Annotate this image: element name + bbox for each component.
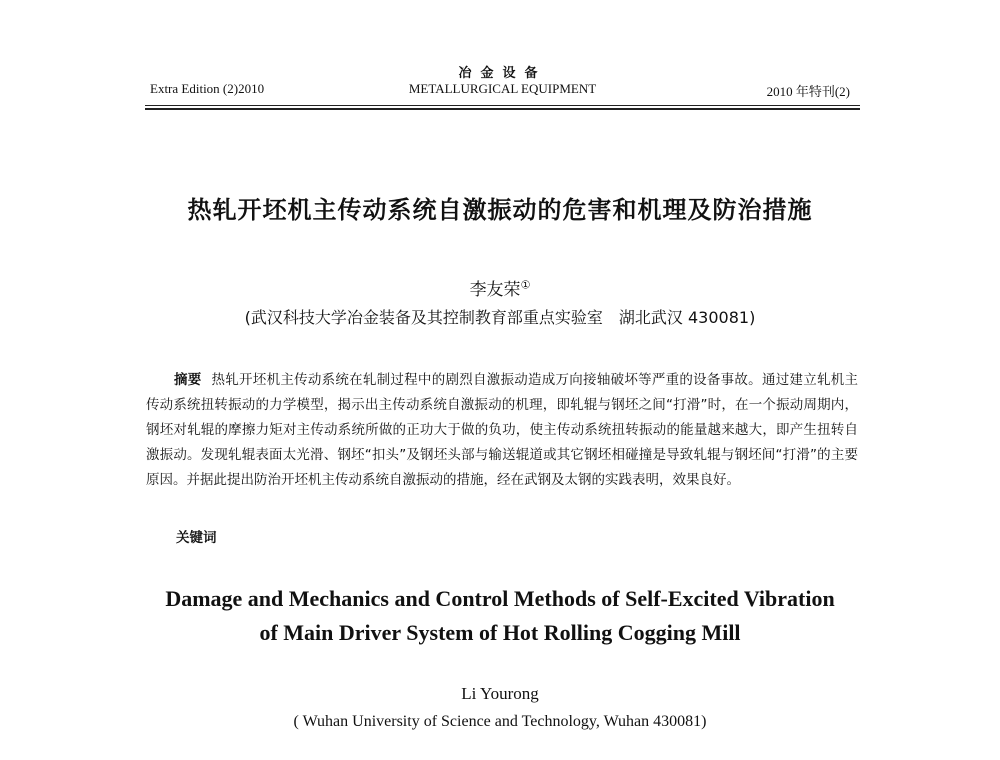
paper-title-en-line2: of Main Driver System of Hot Rolling Cogging Mill bbox=[259, 620, 741, 645]
keywords-label: 关键词 bbox=[176, 530, 217, 546]
page-header bbox=[145, 62, 860, 106]
journal-name-en: METALLURGICAL EQUIPMENT bbox=[408, 81, 597, 96]
author-footnote-mark: ① bbox=[520, 278, 531, 292]
author-name-cn: 李友荣 bbox=[469, 280, 521, 300]
author-cn bbox=[0, 275, 1000, 300]
header-rule-thin bbox=[145, 105, 860, 106]
edition-right: 2010 年特刊(2) bbox=[766, 84, 850, 99]
paper-title-en bbox=[0, 582, 1000, 650]
paper-title-en-line1: Damage and Mechanics and Control Methods of Self-Excited Vibration bbox=[165, 586, 835, 611]
abstract-text: 热轧开坯机主传动系统在轧制过程中的剧烈自激振动造成万向接轴破坏等严重的设备事故。通过建立轧机主传动系统扭转振动的力学模型，揭示出主传动系统自激振动的机理，即轧辊与钢坯之间“打滑”时，在一个振动周期内，钢坯对轧辊的摩擦力矩对主传动系统所做的正功大于做的负功，使主传动系统扭转振动的能量越来越大，即产生扭转自激振动。发现轧辊表面太光滑、钢坯“扣头”及钢坯头部与输送辊道或其它钢坯相碰撞是导致轧辊与钢坯间“打滑”的主要原因。并据此提出防治开坯机主传动系统自激振动的措施，经在武钢及太钢的实践表明，效果良好。 bbox=[146, 372, 859, 488]
header-rule-thick bbox=[145, 108, 860, 110]
affiliation-en: ( Wuhan University of Science and Technology, Wuhan 430081) bbox=[293, 713, 707, 730]
affiliation-cn: (武汉科技大学冶金装备及其控制教育部重点实验室 湖北武汉 430081) bbox=[244, 308, 756, 327]
abstract-label: 摘要 bbox=[174, 372, 202, 388]
abstract bbox=[146, 368, 858, 493]
paper-title-cn: 热轧开坯机主传动系统自激振动的危害和机理及防治措施 bbox=[187, 196, 813, 224]
edition-left: Extra Edition (2)2010 bbox=[150, 81, 265, 96]
author-en: Li Yourong bbox=[461, 684, 539, 703]
journal-name-cn: 冶金设备 bbox=[458, 66, 547, 81]
